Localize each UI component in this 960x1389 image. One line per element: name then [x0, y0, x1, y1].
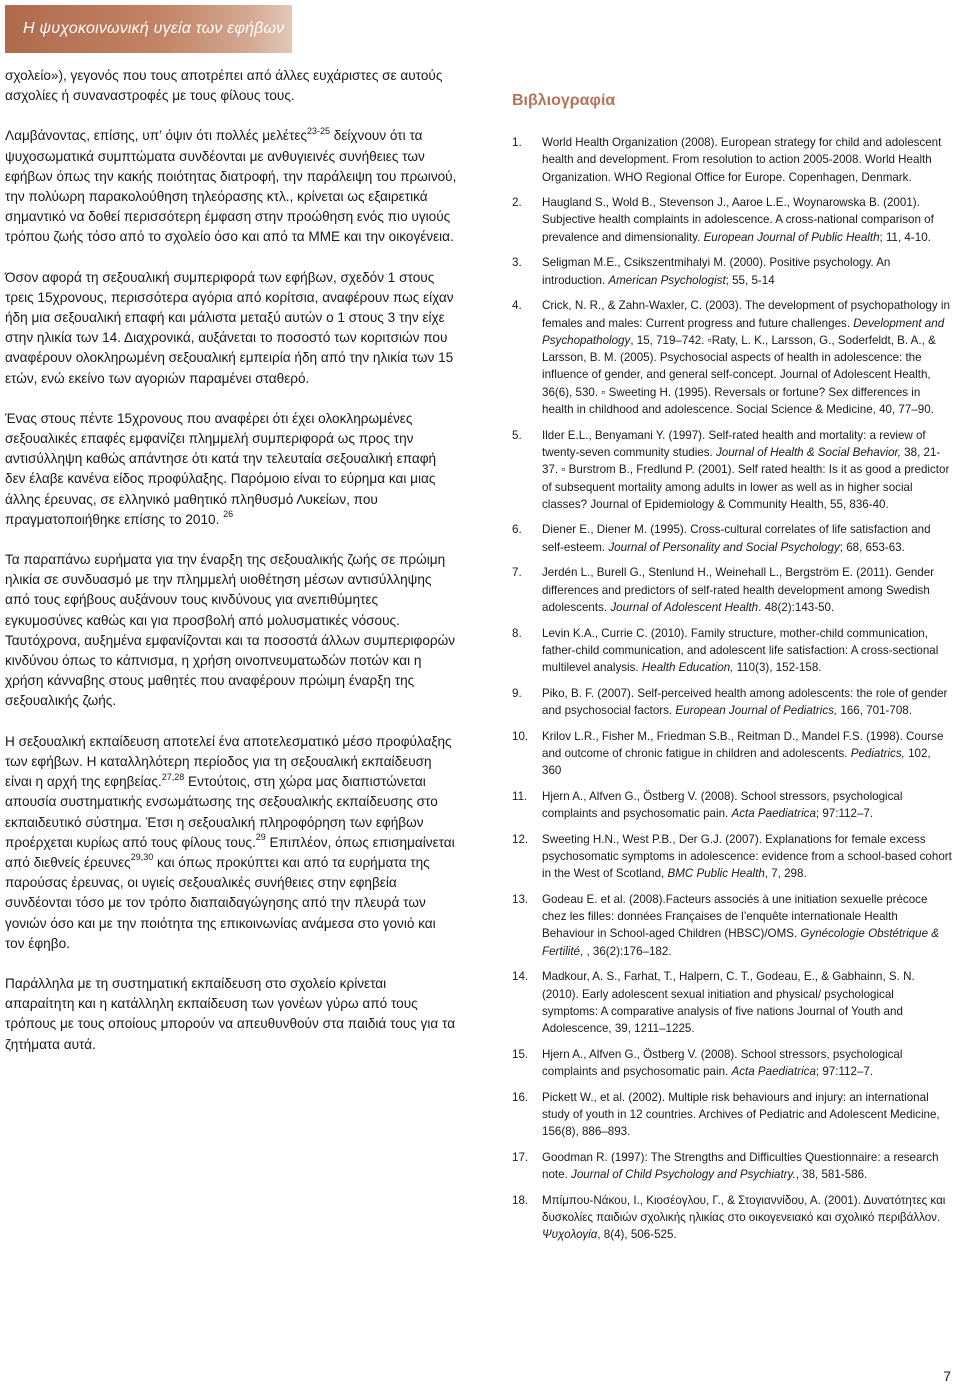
reference-number: 6.: [512, 523, 522, 537]
reference-journal: BMC Public Health: [667, 867, 765, 881]
reference-item: [512, 685, 952, 720]
reference-number: 12.: [512, 832, 529, 846]
paragraph-7: [5, 974, 458, 1055]
header-banner: [5, 5, 292, 53]
reference-text-main: Jerdén L., Burell G., Stenlund H., Weinehall L., Bergström E. (2011). Gender differences and predictors of self-rated health development among Swedish adolescents.: [542, 566, 935, 614]
paragraph-6-text-c: Επιπλέον, όπως επισημαίνεται από διεθνείς έρευνες: [5, 834, 455, 870]
reference-number: 15.: [512, 1047, 529, 1061]
paragraph-4: [5, 409, 458, 530]
reference-text: [542, 564, 952, 616]
reference-text-tail: , 7, 298.: [764, 867, 807, 881]
reference-text: [542, 625, 952, 677]
reference-journal: Gynécologie Obstétrique & Fertilité: [542, 927, 939, 958]
reference-text: [542, 1046, 952, 1081]
reference-number: 5.: [512, 428, 522, 442]
reference-text-tail: 166, 701-708.: [837, 703, 912, 717]
reference-text-main: Sweeting H.N., West P.B., Der G.J. (2007). Explanations for female excess psychosomatic symptoms in adolescence: evidence from a school-based cohort in the West of Scotland,: [542, 832, 952, 881]
reference-text-main: Goodman R. (1997): The Strengths and Difficulties Questionnaire: a research note.: [542, 1150, 939, 1182]
reference-number: 1.: [512, 136, 522, 149]
citation-superscript: 29: [255, 832, 266, 843]
bibliography-column: [512, 92, 952, 1252]
reference-text-tail: 38, 21-37. ▫ Burstrom B., Fredlund P. (2001). Self rated health: Is it as good a predictor of subsequent mortality among adults in lower as well as in higher social classes? Journal of Epidemiology & Community Health, 55, 836-40.: [542, 445, 950, 511]
reference-text: [542, 1149, 952, 1184]
reference-text-tail: ; 68, 653-63.: [839, 540, 905, 554]
reference-item: [512, 194, 952, 246]
reference-text-main: Krilov L.R., Fisher M., Friedman S.B., Reitman D., Mandel F.S. (1998). Course and outcome of chronic fatigue in children and adolescents.: [542, 729, 944, 760]
reference-item: [512, 831, 952, 883]
reference-journal: Acta Paediatrica: [731, 1065, 816, 1079]
reference-text-tail: ; 55, 5-14: [725, 273, 775, 287]
reference-journal: Journal of Personality and Social Psychology: [608, 540, 840, 554]
reference-text-tail: , 8(4), 506-525.: [597, 1228, 677, 1242]
reference-text: [542, 968, 952, 1037]
reference-text: [542, 685, 952, 720]
reference-item: [512, 1089, 952, 1141]
reference-text-main: Godeau E. et al. (2008).Facteurs associés à une initiation sexuelle précoce chez les filles: données Françaises de l’enquête internationale Health Behaviour in School-aged Children (HBSC)/OMS.: [542, 892, 928, 941]
reference-item: [512, 1046, 952, 1081]
paragraph-6-text-b: Εντούτοις, στη χώρα μας διαπιστώνεται απουσία συστηματικής ενσωμάτωσης της σεξουαλικής εκπαίδευσης στο εκπαιδευτικό σύστημα. Έτσι η σεξουαλική πληροφόρηση των εφήβων προέρχεται κυρίως από τους φίλους τους.: [5, 774, 438, 850]
reference-text-tail: , , 36(2):176–182.: [580, 944, 672, 958]
reference-text: [542, 1192, 952, 1244]
reference-list: [512, 134, 952, 1244]
reference-text-main: Pickett W., et al. (2002). Multiple risk behaviours and injury: an international study of youth in 12 countries. Archives of Pediatric and Adolescent Medicine, 156(8), 886–893.: [542, 1090, 940, 1139]
paragraph-3-text: Όσον αφορά τη σεξουαλική συμπεριφορά των εφήβων, σχεδόν 1 στους τρεις 15χρονους, περισσότερα αγόρια από κορίτσια, αναφέρουν πως είχαν ήδη μια σεξουαλική επαφή και μάλιστα μεταξύ αυτών ο 1 στους 3 την είχε στην ηλικία των 14. Διαχρονικά, αυξάνεται το ποσοστό των κοριτσιών που αναφέρουν ολοκληρωμένη σεξουαλική εμπειρία ήδη από την ηλικία των 15 ετών, ενώ εκείνο των αγοριών παραμένει σταθερό.: [5, 269, 454, 386]
reference-number: 4.: [512, 299, 522, 313]
reference-journal: Health Education,: [641, 661, 734, 675]
reference-item: [512, 297, 952, 418]
reference-number: 17.: [512, 1150, 529, 1164]
reference-journal: Pediatrics,: [850, 746, 905, 760]
reference-journal: Journal of Health & Social Behavior,: [715, 445, 901, 459]
reference-number: 9.: [512, 686, 522, 700]
reference-text-tail: ; 97:112–7.: [815, 807, 874, 821]
paragraph-5-text: Τα παραπάνω ευρήματα για την έναρξη της σεξουαλικής ζωής σε πρώιμη ηλικία σε συνδυασμό με την πλημμελή υιοθέτηση μέσων αντισύλληψης από τους εφήβους αυξάνουν τους κινδύνους για ανεπιθύμητες εγκυμοσύνες καθώς και για προσβολή από μολυσματικές νόσους. Ταυτόχρονα, αυξημένα εμφανίζονται και τα ποσοστά άλλων συμπεριφορών κινδύνου όπως το κάπνισμα, η χρήση οινοπνευματωδών ποτών και η χρήση κάνναβης στους μαθητές που αναφέρουν πρώιμη έναρξη της σεξουαλικής ζωής.: [5, 552, 456, 709]
paragraph-6: [5, 732, 458, 954]
reference-item: [512, 254, 952, 289]
reference-item: [512, 728, 952, 780]
citation-superscript: 23-25: [306, 125, 330, 136]
citation-superscript: 27,28: [161, 771, 185, 782]
citation-superscript: 29,30: [130, 852, 154, 863]
reference-text-tail: ; 97:112–7.: [815, 1065, 874, 1079]
reference-text: [542, 427, 952, 513]
reference-number: 7.: [512, 566, 522, 580]
reference-number: 10.: [512, 729, 529, 743]
reference-journal: Journal of Child Psychology and Psychiatry.: [571, 1168, 796, 1182]
reference-text: [542, 788, 952, 823]
reference-number: 18.: [512, 1193, 529, 1207]
reference-number: 2.: [512, 196, 522, 210]
reference-item: [512, 968, 952, 1037]
reference-text-main: Crick, N. R., & Zahn-Waxler, C. (2003). The development of psychopathology in females and males: Current progress and future challenges.: [542, 299, 950, 330]
reference-item: [512, 1192, 952, 1244]
reference-item: [512, 788, 952, 823]
reference-text-main: World Health Organization (2008). European strategy for child and adolescent health and development. From resolution to action 2005-2008. World Health Organization. WHO Regional Office for Europe. Copenhagen, Denmark.: [542, 136, 942, 184]
reference-text-main: Hjern A., Alfven G., Östberg V. (2008). School stressors, psychological complaints and psychosomatic pain.: [542, 1047, 903, 1079]
citation-superscript: 26: [223, 509, 234, 520]
reference-text-main: Hjern A., Alfven G., Östberg V. (2008). School stressors, psychological complaints and psychosomatic pain.: [542, 789, 903, 821]
reference-text-tail: , 38, 581-586.: [795, 1168, 868, 1182]
paragraph-4-text: Ένας στους πέντε 15χρονους που αναφέρει ότι έχει ολοκληρωμένες σεξουαλικές επαφές εμφανίζει πλημμελή συμπεριφορά ως προς την αντισύλληψη καθώς απάντησε ότι κατά την τελευταία σεξουαλική επαφή δεν έλαβε κανένα είδος προφύλαξης. Παρόμοιο είναι το εύρημα και μιας άλλης έρευνας, σε ελληνικό μαθητικό πληθυσμό Λυκείων, που πραγματοποιήθηκε επίσης το 2010.: [5, 410, 437, 527]
bibliography-heading: Βιβλιογραφία: [512, 92, 616, 109]
reference-number: 3.: [512, 256, 522, 270]
reference-text: [542, 521, 952, 556]
reference-text-main: Diener E., Diener M. (1995). Cross-cultural correlates of life satisfaction and self-esteem.: [542, 523, 931, 554]
reference-text-main: Ilder E.L., Benyamani Y. (1997). Self-rated health and mortality: a review of twenty-seven community studies.: [542, 428, 926, 459]
reference-item: [512, 625, 952, 677]
reference-item: [512, 521, 952, 556]
reference-number: 8.: [512, 626, 522, 640]
reference-journal: European Journal of Pediatrics,: [675, 703, 838, 717]
reference-number: 16.: [512, 1090, 529, 1104]
reference-journal: American Psychologist: [608, 273, 726, 287]
reference-journal: Ψυχολογία: [542, 1228, 598, 1242]
paragraph-7-text: Παράλληλα με τη συστηματική εκπαίδευση στο σχολείο κρίνεται απαραίτητη και η κατάλληλη εκπαίδευση των γονέων γύρω από τους τρόπους με τους οποίους μπορούν να απευθυνθούν στα παιδιά τους για τα ζητήματα αυτά.: [5, 975, 456, 1052]
reference-text: [542, 297, 952, 418]
paragraph-6-text-d: και όπως προκύπτει και από τα ευρήματα της παρούσας έρευνας, οι υγιείς σεξουαλικές συνήθειες στην εφηβεία συνδέονται τόσο με τον τρόπο διαπαιδαγώγησης από την πλευρά των γονιών όσο και με την ποιότητα της επικοινωνίας ανάμεσα στο γονιό και τον έφηβο.: [5, 854, 436, 951]
reference-journal: European Journal of Public Health: [703, 230, 880, 244]
paragraph-6-text-a: Η σεξουαλική εκπαίδευση αποτελεί ένα αποτελεσματικό μέσο προφύλαξης των εφήβων. Η καταλληλότερη περίοδος για τη σεξουαλική εκπαίδευση είναι η αρχή της εφηβείας.: [5, 733, 452, 790]
paragraph-2-text-a: Λαμβάνοντας, επίσης, υπ’ όψιν ότι πολλές μελέτες: [5, 128, 307, 144]
reference-text: [542, 891, 952, 960]
paragraph-3: [5, 268, 458, 389]
paragraph-2-text-b: δείχνουν ότι τα ψυχοσωματικά συμπτώματα συνδέονται με ανθυγιεινές συνήθειες των εφήβων όπως την κακής ποιότητας διατροφή, την παράλειψη του πρωινού, την πολύωρη παρακολούθηση τηλεόρασης κτλ., κρίνεται ως εξαιρετικά σημαντικό να δοθεί περισσότερη έμφαση στην προώθηση ενός πιο υγιούς τρόπου ζωής τόσο από το σχολείο όσο και από τα ΜΜΕ και την οικογένεια.: [5, 128, 457, 245]
reference-journal: Acta Paediatrica: [731, 807, 816, 821]
reference-text-main: Haugland S., Wold B., Stevenson J., Aaroe L.E., Woynarowska B. (2001). Subjective health complaints in adolescence. A cross-national comparison of prevalence and dimensionality.: [542, 196, 934, 244]
reference-text-main: Piko, B. F. (2007). Self-perceived health among adolescents: the role of gender and psychosocial factors.: [542, 686, 948, 717]
paragraph-2: [5, 126, 458, 247]
reference-text: [542, 728, 952, 780]
paragraph-5: [5, 550, 458, 712]
reference-item: [512, 134, 952, 186]
reference-text: [542, 254, 952, 289]
reference-text: [542, 1089, 952, 1141]
reference-text-main: Μπίμπου-Νάκου, Ι., Κιοσέογλου, Γ., & Στογιαννίδου, Α. (2001). Δυνατότητες και δυσκολίες παιδιών σχολικής ηλικίας στο οικογενειακό και σχολικό περιβάλλον.: [542, 1193, 946, 1225]
paragraph-1-text: σχολείο»), γεγονός που τους αποτρέπει από άλλες ευχάριστες σε αυτούς ασχολίες ή συναναστροφές με τους φίλους τους.: [5, 68, 443, 104]
reference-number: 11.: [512, 789, 528, 803]
running-header-title: Η ψυχοκοινωνική υγεία των εφήβων: [23, 20, 285, 37]
reference-text-tail: ; 11, 4-10.: [879, 230, 931, 244]
paragraph-1: [5, 66, 458, 106]
reference-text-tail: . 48(2):143-50.: [758, 600, 835, 614]
reference-number: 13.: [512, 892, 529, 906]
reference-text-main: Madkour, A. S., Farhat, T., Halpern, C. T., Godeau, E., & Gabhainn, S. N. (2010). Early adolescent sexual initiation and physical/ psychological symptoms: A comparative analysis of five nations Journal of Youth and Adolescence, 39, 1211–1225.: [542, 970, 915, 1036]
reference-text: [542, 134, 952, 186]
reference-text-main: Levin K.A., Currie C. (2010). Family structure, mother-child communication, father-child communication, and adolescent life satisfaction: A cross-sectional multilevel analysis.: [542, 626, 939, 675]
reference-journal: Development and Psychopathology: [542, 316, 945, 347]
reference-text: [542, 194, 952, 246]
reference-text-tail: , 15, 719–742. ▫Raty, L. K., Larsson, G., Soderfeldt, B. A., & Larsson, B. M. (2005). Psychosocial aspects of health in adolescence: the influence of gender, and general self-concept. Journal of Adolescent Health, 36(6), 530. ▫ Sweeting H. (1995). Reversals or fortune? Sex differences in health in childhood and adolescence. Social Science & Medicine, 40, 77–90.: [542, 333, 936, 417]
reference-item: [512, 891, 952, 960]
reference-text-main: Seligman M.E., Csikszentmihalyi M. (2000). Positive psychology. An introduction.: [542, 256, 891, 287]
reference-item: [512, 427, 952, 513]
page-number: 7: [943, 1368, 951, 1384]
reference-item: [512, 1149, 952, 1184]
body-text-column: [5, 66, 458, 1075]
reference-item: [512, 564, 952, 616]
reference-number: 14.: [512, 970, 529, 984]
reference-text: [542, 831, 952, 883]
reference-journal: Journal of Adolescent Health: [610, 600, 759, 614]
reference-text-tail: 110(3), 152-158.: [733, 661, 822, 675]
reference-text-tail: 102, 360: [542, 746, 931, 778]
